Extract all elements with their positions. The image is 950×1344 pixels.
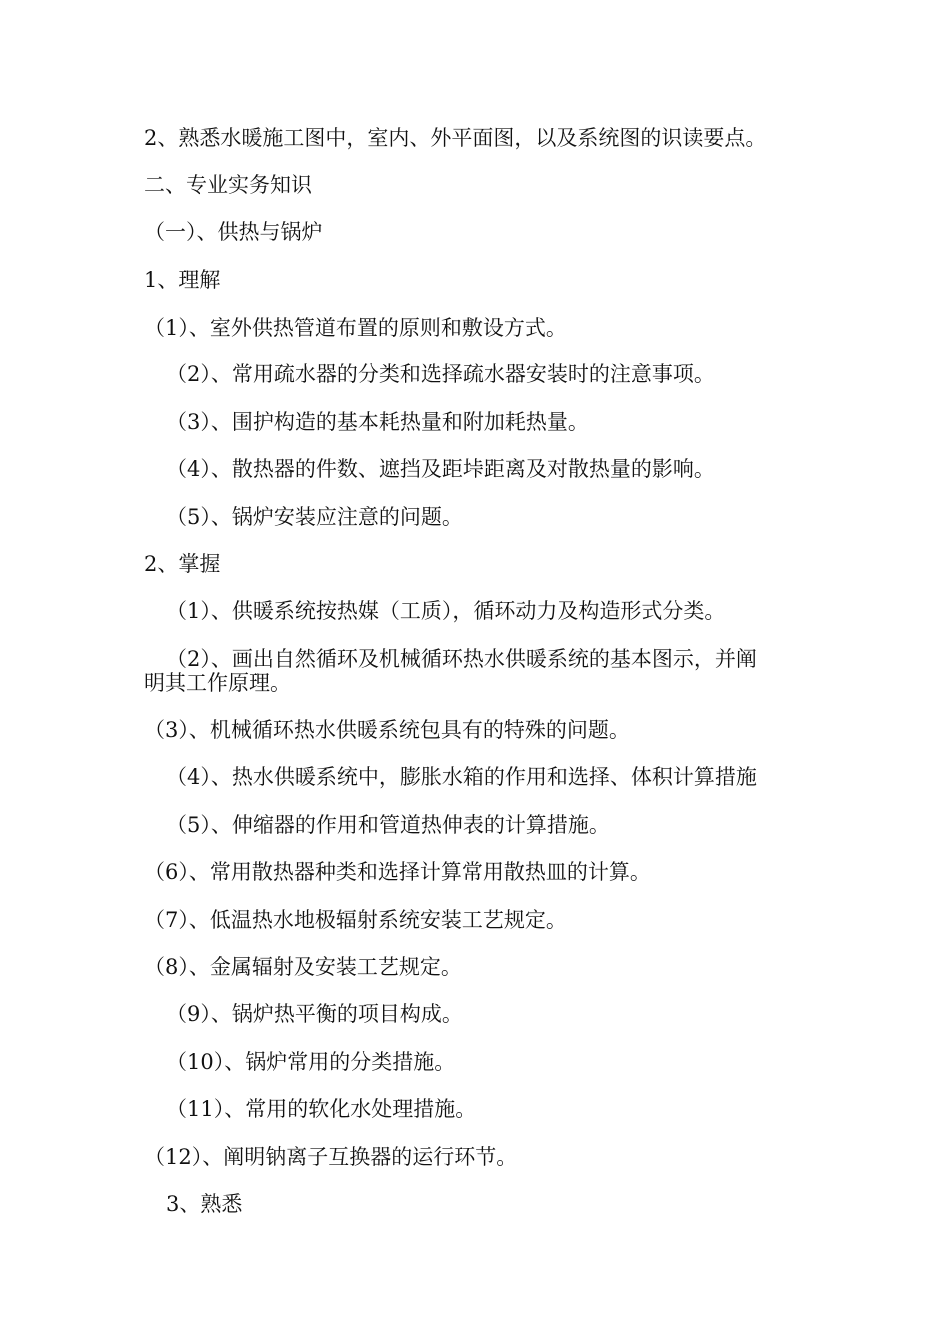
- list-heading: 3、熟悉: [166, 1192, 243, 1216]
- text-line: 2、熟悉水暖施工图中，室内、外平面图，以及系统图的识读要点。: [144, 126, 767, 150]
- list-item: （5）、伸缩器的作用和管道热伸表的计算措施。: [166, 813, 610, 837]
- list-item: （5）、锅炉安装应注意的问题。: [166, 505, 463, 529]
- section-heading: 二、专业实务知识: [144, 173, 312, 197]
- list-item: （7）、低温热水地极辐射系统安装工艺规定。: [144, 908, 567, 932]
- list-item: （2）、画出自然循环及机械循环热水供暖系统的基本图示，并阐: [166, 647, 757, 671]
- list-heading: 2、掌握: [144, 552, 221, 576]
- list-item: （1）、室外供热管道布置的原则和敷设方式。: [144, 316, 567, 340]
- list-item: （12）、阐明钠离子互换器的运行环节。: [144, 1145, 518, 1169]
- list-item: （4）、散热器的件数、遮挡及距垰距离及对散热量的影响。: [166, 457, 715, 481]
- list-item: （1）、供暖系统按热媒（工质），循环动力及构造形式分类。: [166, 599, 726, 623]
- list-item: （3）、机械循环热水供暖系统包具有的特殊的问题。: [144, 718, 630, 742]
- list-heading: 1、理解: [144, 268, 221, 292]
- subsection-heading: （一）、供热与锅炉: [144, 220, 323, 244]
- list-item: （8）、金属辐射及安装工艺规定。: [144, 955, 462, 979]
- list-item: （11）、常用的软化水处理措施。: [166, 1097, 477, 1121]
- list-item: （3）、围护构造的基本耗热量和附加耗热量。: [166, 410, 589, 434]
- list-item: （2）、常用疏水器的分类和选择疏水器安装时的注意事项。: [166, 362, 715, 386]
- list-item: （10）、锅炉常用的分类措施。: [166, 1050, 456, 1074]
- list-item: （4）、热水供暖系统中，膨胀水箱的作用和选择、体积计算措施: [166, 765, 757, 789]
- list-item: （6）、常用散热器种类和选择计算常用散热皿的计算。: [144, 860, 651, 884]
- list-item-continuation: 明其工作原理。: [144, 671, 291, 695]
- list-item: （9）、锅炉热平衡的项目构成。: [166, 1002, 463, 1026]
